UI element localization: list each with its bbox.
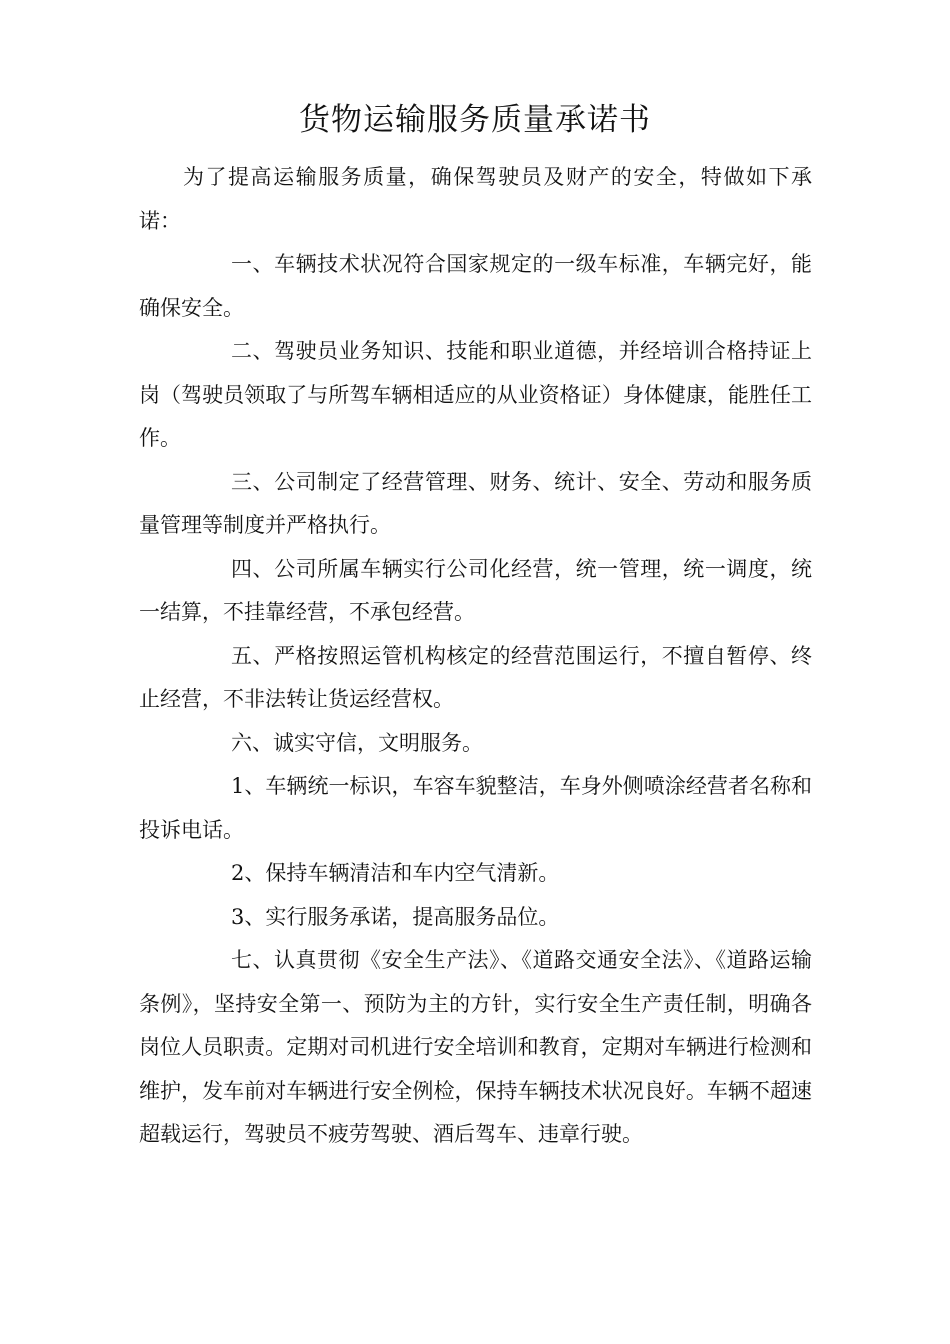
paragraph-5: 五、严格按照运管机构核定的经营范围运行，不擅自暂停、终止经营，不非法转让货运经营权。 — [139, 643, 812, 711]
document-title: 货物运输服务质量承诺书 — [299, 102, 651, 138]
document-body — [139, 156, 812, 1157]
paragraph-6-item-2: 2、保持车辆清洁和车内空气清新。 — [231, 861, 560, 885]
paragraph-6-item-1: 1、车辆统一标识，车容车貌整洁，车身外侧喷涂经营者名称和投诉电话。 — [139, 774, 812, 842]
intro-paragraph: 为了提高运输服务质量，确保驾驶员及财产的安全，特做如下承诺： — [139, 165, 812, 233]
paragraph-6: 六、诚实守信，文明服务。 — [231, 730, 483, 755]
paragraph-1: 一、车辆技术状况符合国家规定的一级车标准，车辆完好，能确保安全。 — [139, 252, 812, 320]
paragraph-7: 七、认真贯彻《安全生产法》、《道路交通安全法》、《道路运输条例》，坚持安全第一、预防为主的方针，实行安全生产责任制，明确各岗位人员职责。定期对司机进行安全培训和教育，定期对车辆进行检测和维护，发车前对车辆进行安全例检，保持车辆技术状况良好。车辆不超速超载运行，驾驶员不疲劳驾驶、酒后驾车、违章行驶。 — [139, 948, 812, 1146]
paragraph-6-item-3: 3、实行服务承诺，提高服务品位。 — [231, 904, 560, 929]
paragraph-2: 二、驾驶员业务知识、技能和职业道德，并经培训合格持证上岗（驾驶员领取了与所驾车辆相适应的从业资格证）身体健康，能胜任工作。 — [139, 339, 812, 450]
paragraph-4: 四、公司所属车辆实行公司化经营，统一管理，统一调度，统一结算，不挂靠经营，不承包经营。 — [139, 556, 812, 624]
paragraph-3: 三、公司制定了经营管理、财务、统计、安全、劳动和服务质量管理等制度并严格执行。 — [139, 469, 812, 537]
